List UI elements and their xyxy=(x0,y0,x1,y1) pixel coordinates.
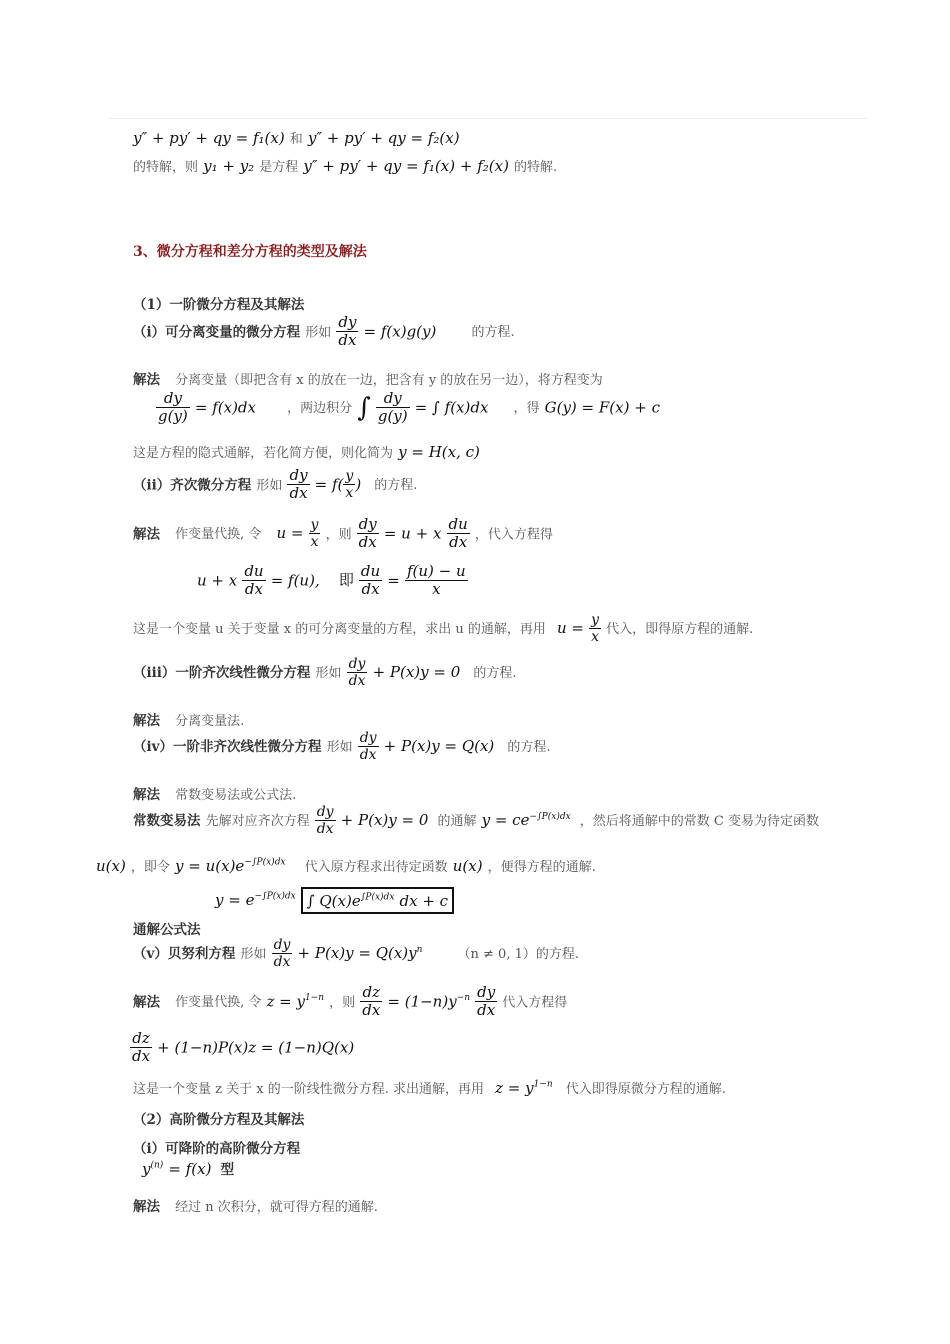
section-heading: 3、微分方程和差分方程的类型及解法 xyxy=(133,244,367,260)
header-rule xyxy=(108,118,868,119)
fraction-fu xyxy=(405,563,468,599)
text: 形如 xyxy=(305,325,332,341)
math-ux: u(x) xyxy=(96,857,126,875)
den: dx xyxy=(362,1001,381,1020)
separable-equation-line xyxy=(156,390,660,426)
num: dy xyxy=(273,937,291,953)
fraction-int xyxy=(376,390,410,426)
text: 代入原方程求出待定函数 xyxy=(304,860,448,875)
num: y xyxy=(310,517,319,534)
reducible-order-solution xyxy=(133,1195,378,1215)
text: 的方程. xyxy=(507,740,551,756)
num: dy xyxy=(348,656,366,672)
equation-rhs: + (1−n)P(x)z = (1−n)Q(x) xyxy=(157,1038,355,1057)
den: x xyxy=(345,485,354,502)
item-title: （v）贝努利方程 xyxy=(133,946,236,963)
math: y = e xyxy=(215,891,255,909)
type-label: 型 xyxy=(220,1162,235,1178)
fraction-yx xyxy=(343,468,355,501)
num: dy xyxy=(376,390,410,408)
text: 即 xyxy=(338,571,354,590)
fraction-dydx xyxy=(347,656,368,689)
den: dx xyxy=(359,747,377,764)
text: ，两边积分 xyxy=(287,401,353,417)
math-ux: u(x) xyxy=(452,857,483,875)
math-y1y2: y₁ + y₂ xyxy=(203,157,255,175)
text: ，则 xyxy=(325,527,352,543)
math: ) xyxy=(355,475,362,494)
text: 这是一个变量 u 关于变量 x 的可分离变量的方程，求出 u 的通解，再用 xyxy=(133,622,546,638)
exponent: −∫P(x)dx xyxy=(254,891,296,902)
connector-and: 和 xyxy=(289,132,303,147)
fraction-dydx xyxy=(358,730,379,763)
homogeneous-line xyxy=(133,467,417,503)
separable-solution xyxy=(133,368,603,388)
fraction-dudx xyxy=(242,563,265,599)
math: y xyxy=(142,1160,151,1178)
equation-rhs: + P(x)y = 0 xyxy=(340,811,429,830)
subsection-2-title: （2）高阶微分方程及其解法 xyxy=(133,1112,305,1128)
nonhomogeneous-linear-solution xyxy=(133,783,296,803)
den: dx xyxy=(316,821,334,838)
den: dx xyxy=(477,1001,496,1020)
den: dx xyxy=(338,331,357,350)
text: 的通解 xyxy=(437,814,477,830)
fraction-yx xyxy=(589,612,601,645)
num: dy xyxy=(338,313,357,331)
fraction-dzdx xyxy=(360,984,382,1020)
den: dx xyxy=(273,954,291,971)
exponent: −∫P(x)dx xyxy=(244,857,286,868)
top-line-1 xyxy=(133,128,460,147)
item-title: （iv）一阶非齐次线性微分方程 xyxy=(133,739,322,756)
text: 代入方程得 xyxy=(502,995,568,1011)
math: z = y xyxy=(266,992,305,1011)
text: 常数变易法或公式法. xyxy=(175,788,297,803)
homogeneous-solution xyxy=(133,516,553,552)
bernoulli-equation-line xyxy=(130,1030,354,1066)
den: dx xyxy=(361,580,380,599)
den: dx xyxy=(348,673,366,690)
equation-rhs: = f(x)g(y) xyxy=(363,322,437,341)
num: dy xyxy=(156,390,190,408)
exponent: 1−n xyxy=(533,1079,553,1090)
text: 形如 xyxy=(315,666,342,682)
text: 经过 n 次积分，就可得方程的通解. xyxy=(175,1200,378,1215)
fraction-dudx xyxy=(447,516,470,552)
bernoulli-solution xyxy=(133,984,567,1020)
text: 分离变量（即把含有 x 的放在一边，把含有 y 的放在另一边），将方程变为 xyxy=(175,373,603,388)
den: dx xyxy=(449,533,468,552)
solution-label: 解法 xyxy=(133,526,160,543)
text: 的方程. xyxy=(473,666,517,682)
num: du xyxy=(360,562,381,580)
implicit-line xyxy=(133,442,480,461)
nonhomogeneous-linear-line xyxy=(133,730,551,763)
text: 这是方程的隐式通解，若化简方便，则化简为 xyxy=(133,446,394,461)
reducible-order-title: （i）可降阶的高阶微分方程 xyxy=(133,1141,301,1157)
equation-rhs: + P(x)y = Q(x) xyxy=(383,737,495,756)
text: 形如 xyxy=(326,740,353,756)
den: x xyxy=(591,629,599,646)
text: ，代入方程得 xyxy=(474,527,553,543)
subsection-1-title: （1）一阶微分方程及其解法 xyxy=(133,297,305,313)
text: 先解对应齐次方程 xyxy=(205,814,310,830)
equation-result: G(y) = F(x) + c xyxy=(544,398,660,417)
math: = xyxy=(387,571,400,590)
homogeneous-linear-line xyxy=(133,656,517,689)
text: 作变量代换, 令 xyxy=(175,527,262,543)
solution-label: 解法 xyxy=(133,994,160,1011)
num: dy xyxy=(289,466,308,484)
math: u = xyxy=(556,619,584,638)
fraction-dy-gy xyxy=(156,390,190,426)
num: f(u) − u xyxy=(406,562,466,580)
item-title: （iii）一阶齐次线性微分方程 xyxy=(133,665,311,682)
exponent: −n xyxy=(456,992,471,1003)
equation-2: y″ + py′ + qy = f₂(x) xyxy=(307,129,460,147)
equation-rhs: = ∫ f(x)dx xyxy=(414,398,489,417)
num: dy xyxy=(316,804,334,820)
num: dz xyxy=(360,984,382,1002)
math: = u + x xyxy=(383,524,442,543)
text: 形如 xyxy=(240,947,267,963)
text: 的特解，则 xyxy=(133,160,199,175)
den: dx xyxy=(289,484,308,503)
homogeneous-equation-line xyxy=(197,563,468,599)
item-title: （i）可分离变量的微分方程 xyxy=(133,324,301,341)
bracket xyxy=(301,887,454,914)
text: ，则 xyxy=(329,995,356,1011)
method-label: 常数变易法 xyxy=(133,813,201,830)
num: dy xyxy=(359,730,377,746)
integral-sign: ∫ xyxy=(357,392,371,423)
reducible-order-type xyxy=(142,1158,234,1178)
text: （n ≠ 0, 1）的方程. xyxy=(457,947,580,963)
fraction-dzdx xyxy=(130,1030,152,1066)
text: 作变量代换, 令 xyxy=(175,995,262,1011)
math: y = u(x)e xyxy=(175,857,245,875)
text: ，即令 xyxy=(130,860,170,875)
fraction-yx xyxy=(309,517,321,550)
text: 这是一个变量 z 关于 x 的一阶线性微分方程. 求出通解，再用 xyxy=(133,1082,484,1097)
equation-explicit: y = H(x, c) xyxy=(398,443,480,461)
solution-label: 解法 xyxy=(133,713,160,729)
general-formula-label: 通解公式法 xyxy=(133,922,201,938)
math: ∫ Q(x)e xyxy=(306,892,361,910)
num: dy xyxy=(358,515,377,533)
text: ，得 xyxy=(513,401,540,417)
text: 代入即得原微分方程的通解. xyxy=(565,1082,726,1097)
general-formula-equation xyxy=(215,887,454,914)
fraction-dydx xyxy=(357,516,379,552)
math: = (1−n)y xyxy=(387,992,457,1011)
num: dz xyxy=(130,1030,152,1048)
exponent: n xyxy=(416,944,423,955)
bernoulli-line xyxy=(133,937,579,970)
text: 代入，即得原方程的通解. xyxy=(606,622,754,638)
exponent: (n) xyxy=(150,1160,164,1171)
equation-rhs: = f(x) xyxy=(168,1160,212,1178)
math: u = xyxy=(276,524,304,543)
solution-label: 解法 xyxy=(133,787,160,803)
constant-variation-line-1 xyxy=(133,804,819,837)
text: 是方程 xyxy=(259,160,299,175)
text: 的特解. xyxy=(514,160,558,175)
equation-1: y″ + py′ + qy = f₁(x) xyxy=(133,129,285,147)
den: x xyxy=(310,534,319,551)
math: dx + c xyxy=(399,892,449,910)
num: du xyxy=(244,562,264,580)
den: dx xyxy=(132,1047,151,1066)
item-title: （ii）齐次微分方程 xyxy=(133,477,252,494)
den: x xyxy=(432,580,441,599)
text: ，便得方程的通解. xyxy=(487,860,596,875)
den: dx xyxy=(358,533,377,552)
equation-rhs: + P(x)y = Q(x)y xyxy=(297,944,417,963)
den: g(y) xyxy=(377,407,408,426)
num: dy xyxy=(477,983,496,1001)
fraction-dydx xyxy=(272,937,293,970)
fraction-dudx xyxy=(359,563,382,599)
num: du xyxy=(448,515,468,533)
fraction-dydx xyxy=(336,314,358,350)
fraction-dydx xyxy=(287,467,309,503)
fraction-dydx xyxy=(475,984,497,1020)
solution-label: 解法 xyxy=(133,372,160,388)
separable-line xyxy=(133,314,515,350)
solution-label: 解法 xyxy=(133,1199,160,1215)
homogeneous-conclusion xyxy=(133,612,753,645)
bernoulli-conclusion xyxy=(133,1078,726,1097)
text: 的方程. xyxy=(471,325,515,341)
homogeneous-linear-solution xyxy=(133,709,244,729)
exponent: −∫P(x)dx xyxy=(529,811,571,822)
num: y xyxy=(591,612,599,628)
top-line-2 xyxy=(133,156,557,175)
constant-variation-line-2 xyxy=(96,856,596,875)
text: 形如 xyxy=(256,478,283,494)
equation-sum: y″ + py′ + qy = f₁(x) + f₂(x) xyxy=(303,157,509,175)
text: 的方程. xyxy=(374,478,418,494)
math: = f( xyxy=(314,475,344,494)
den: g(y) xyxy=(158,407,188,426)
equation-rhs: + P(x)y = 0 xyxy=(372,663,461,682)
general-solution: y = ce xyxy=(481,811,530,830)
num: y xyxy=(345,468,354,485)
exponent: ∫P(x)dx xyxy=(360,892,395,903)
exponent: 1−n xyxy=(304,992,325,1003)
den: dx xyxy=(244,580,263,599)
text: ，然后将通解中的常数 C 变易为待定函数 xyxy=(579,814,819,830)
math: = f(u), xyxy=(270,571,320,590)
equation-rhs: = f(x)dx xyxy=(194,398,256,417)
math: z = y xyxy=(495,1079,534,1097)
fraction-dydx xyxy=(315,804,336,837)
text: 分离变量法. xyxy=(175,714,245,729)
math: u + x xyxy=(197,571,238,590)
